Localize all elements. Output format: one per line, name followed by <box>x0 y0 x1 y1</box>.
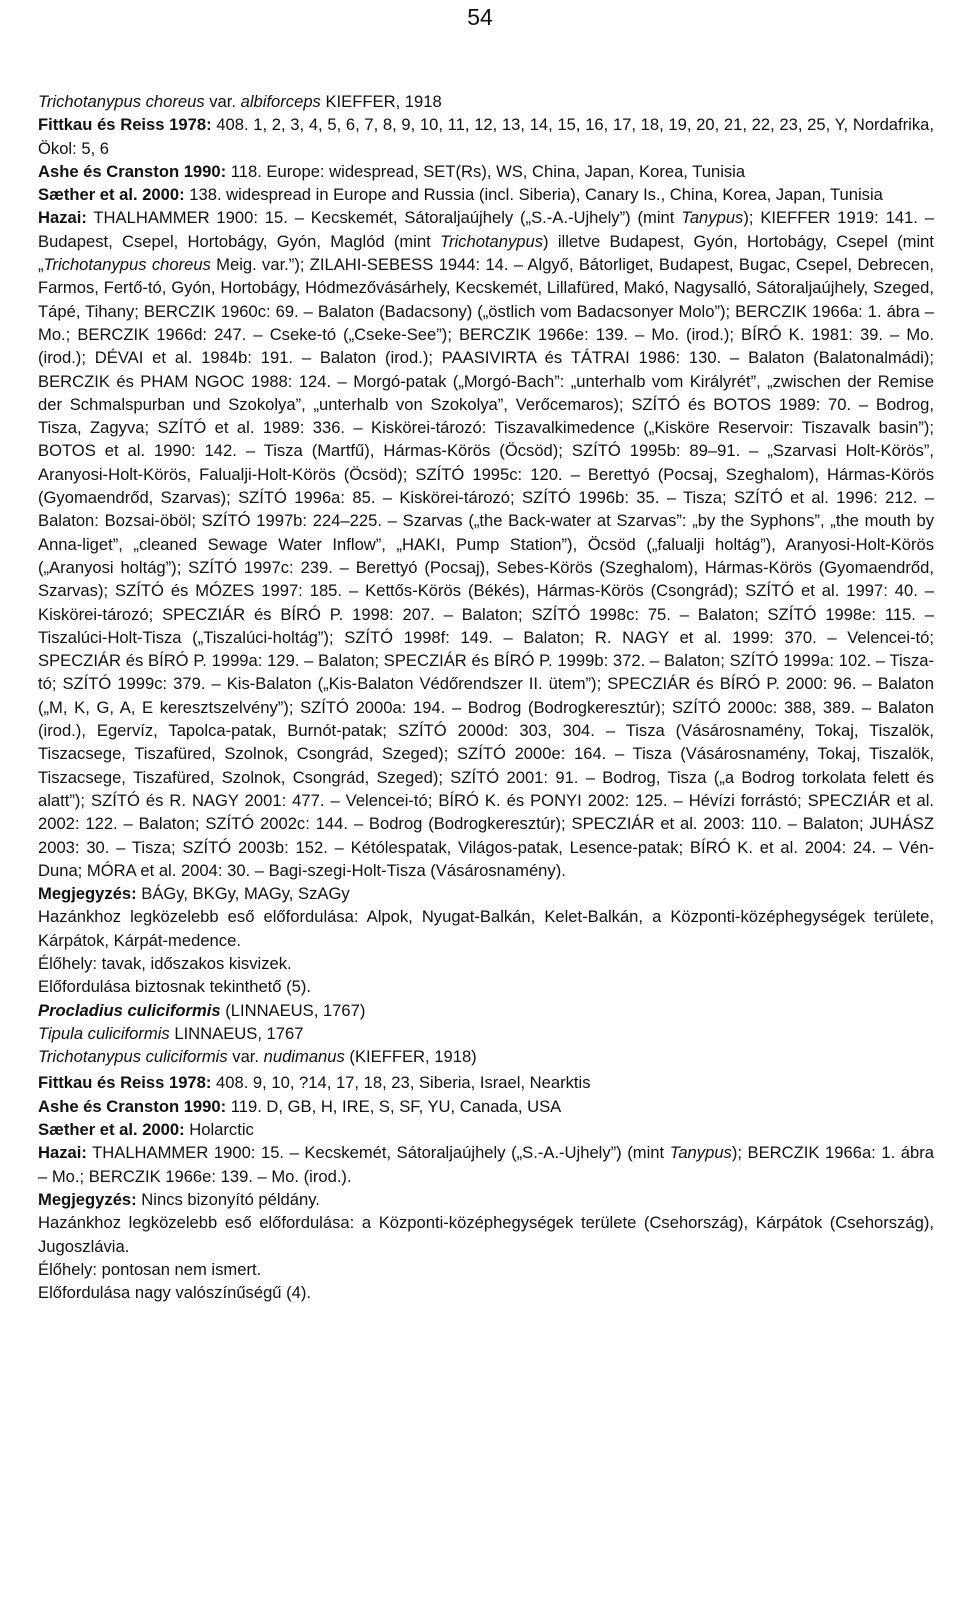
note-distribution-2: Hazánkhoz legközelebb eső előfordulása: a Központi-középhegységek területe (Csehország), Kárpátok (Csehország), Jugoszlávia. <box>38 1213 934 1256</box>
note-occurrence: Előfordulása biztosnak tekinthető (5). <box>38 977 312 997</box>
note-occurrence-2: Előfordulása nagy valószínűségű (4). <box>38 1283 312 1303</box>
fittkau-reiss-entry-2: Fittkau és Reiss 1978: 408. 9, 10, ?14, 17, 18, 23, Siberia, Israel, Nearktis <box>38 1073 591 1093</box>
species-heading: Procladius culiciformis (LINNAEUS, 1767) <box>38 1000 366 1020</box>
species-name: Procladius culiciformis <box>38 1000 221 1020</box>
page-content <box>38 90 934 1304</box>
note-habitat: Élőhely: tavak, időszakos kisvizek. <box>38 953 292 973</box>
taxon-name: Trichotanypus choreus <box>38 92 205 111</box>
taxon-heading: Trichotanypus choreus var. albiforceps KIEFFER, 1918 <box>38 92 442 111</box>
megjegyzes-entry: Megjegyzés: BÁGy, BKGy, MAGy, SzAGy <box>38 884 350 904</box>
note-habitat-2: Élőhely: pontosan nem ismert. <box>38 1259 262 1279</box>
note-distribution: Hazánkhoz legközelebb eső előfordulása: Alpok, Nyugat-Balkán, Kelet-Balkán, a Központi-középhegységek területe, Kárpátok, Kárpát-medence. <box>38 907 934 950</box>
saether-entry-2: Sæther et al. 2000: Holarctic <box>38 1120 254 1140</box>
ashe-cranston-entry: Ashe és Cranston 1990: 118. Europe: widespread, SET(Rs), WS, China, Japan, Korea, Tunisia <box>38 161 746 181</box>
hazai-entry-2: Hazai: THALHAMMER 1900: 15. – Kecskemét, Sátoraljaújhely („S.-A.-Ujhely”) (mint Tanypus); BERCZIK 1966a: 1. ábra – Mo.; BERCZIK 1966e: 139. – Mo. (irod.). <box>38 1143 934 1186</box>
page-number: 54 <box>467 4 493 30</box>
saether-entry: Sæther et al. 2000: 138. widespread in Europe and Russia (incl. Siberia), Canary Is., China, Korea, Japan, Tunisia <box>38 185 883 205</box>
megjegyzes-entry-2: Megjegyzés: Nincs bizonyító példány. <box>38 1189 320 1209</box>
ashe-cranston-entry-2: Ashe és Cranston 1990: 119. D, GB, H, IRE, S, SF, YU, Canada, USA <box>38 1096 562 1116</box>
synonym-1: Tipula culiciformis LINNAEUS, 1767 <box>38 1023 304 1043</box>
hazai-entry: Hazai: THALHAMMER 1900: 15. – Kecskemét, Sátoraljaújhely („S.-A.-Ujhely”) (mint Tanypus); KIEFFER 1919: 141. – Budapest, Csepel, Hortobágy, Gyón, Maglód (mint Trichotanypus) illetve Budapest, Gyón, Hortobágy, Csepel (mint „Trichotanypus choreus Meig. var.”); ZILAHI-SEBESS 1944: 14. – Algyő, Bátorliget, Budapest, Bugac, Csepel, Debrecen, Farmos, Fertő-tó, Gyón, Hortobágy, Hódmezővásárhely, Kecskemét, Lillafüred, Makó, Nagysalló, Sátoraljaújhely, Szeged, Tápé, Tihany; BERCZIK 1960c: 69. – Balaton (Badacsony) („östlich vom Badacsonyer Molo”); BERCZIK 1966a: 1. ábra – Mo.; BERCZIK 1966d: 247. – Cseke-tó („Cseke-See”); BERCZIK 1966e: 139. – Mo. (irod.); BÍRÓ K. 1981: 39. – Mo. (irod.); DÉVAI et al. 1984b: 191. – Balaton (irod.); PAASIVIRTA és TÁTRAI 1986: 130. – Balaton (Balatonalmádi); BERCZIK és PHAM NGOC 1988: 124. – Morgó-patak („Morgó-Bach”: „unterhalb vom Királyrét”, „zwischen der Remise der Schmalspurban und Szokolya”, „unterhalb von Szokolya”, Verőcemaros); SZÍTÓ és BOTOS 1989: 70. – Bodrog, Tisza, Zagyva; SZÍTÓ et al. 1989: 336. – Kiskörei-tározó: Tiszavalkimedence („Kisköre Reservoir: Tiszavalk basin”); BOTOS et al. 1990: 142. – Tisza (Martfű), Hármas-Körös (Öcsöd); SZÍTÓ 1995b: 89–91. – „Szarvasi Holt-Körös”, Aranyosi-Holt-Körös, Falualji-Holt-Körös (Öcsöd); SZÍTÓ 1995c: 120. – Berettyó (Pocsaj, Szeghalom), Hármas-Körös (Gyomaendrőd, Szarvas); SZÍTÓ 1996a: 85. – Kiskörei-tározó; SZÍTÓ 1996b: 35. – Tisza; SZÍTÓ et al. 1996: 212. – Balaton: Bozsai-öböl; SZÍTÓ 1997b: 224–225. – Szarvas („the Back-water at Szarvas”: „by the Syphons”, „the mouth by Anna-liget”, „cleaned Sewage Water Inflow”, „HAKI, Pump Station”), Öcsöd („falualji holtág”), Aranyosi-Holt-Körös („Aranyosi holtág”); SZÍTÓ 1997c: 239. – Berettyó (Pocsaj), Sebes-Körös (Szeghalom), Hármas-Körös (Gyomaendrőd, Szarvas); SZÍTÓ és MÓZES 1997: 185. – Kettős-Körös (Békés), Hármas-Körös (Csongrád); SZÍTÓ et al. 1997: 40. – Kiskörei-tározó; SPECZIÁR és BÍRÓ P. 1998: 207. – Balaton; SZÍTÓ 1998c: 75. – Balaton; SZÍTÓ 1998e: 115. – Tiszalúci-Holt-Tisza („Tiszalúci-holtág”); SZÍTÓ 1998f: 149. – Balaton; R. NAGY et al. 1999: 370. – Velencei-tó; SPECZIÁR és BÍRÓ P. 1999a: 129. – Balaton; SPECZIÁR és BÍRÓ P. 1999b: 372. – Balaton; SZÍTÓ 1999a: 102. – Tisza-tó; SZÍTÓ 1999c: 379. – Kis-Balaton („Kis-Balaton Védőrendszer II. ütem”); SPECZIÁR és BÍRÓ P. 2000: 96. – Balaton („M, K, G, A, E keresztszelvény”); SZÍTÓ 2000a: 194. – Bodrog (Bodrogkeresztúr); SZÍTÓ 2000c: 388, 389. – Balaton (irod.), Egervíz, Tapolca-patak, Burnót-patak; SZÍTÓ 2000d: 303, 304. – Tisza (Vásárosnamény, Tokaj, Tiszalök, Tiszacsege, Tiszafüred, Szolnok, Csongrád, Szeged); SZÍTÓ 2000e: 164. – Tisza (Vásárosnamény, Tokaj, Tiszalök, Tiszacsege, Tiszafüred, Szolnok, Csongrád, Szeged); SZÍTÓ 2001: 91. – Bodrog, Tisza („a Bodrog torkolata felett és alatt”); SZÍTÓ és R. NAGY 2001: 477. – Velencei-tó; BÍRÓ K. és PONYI 2002: 125. – Hévízi forrástó; SPECZIÁR et al. 2002: 122. – Balaton; SZÍTÓ 2002c: 144. – Bodrog (Bodrogkeresztúr); SPECZIÁR et al. 2003: 110. – Balaton; JUHÁSZ 2003: 30. – Tisza; SZÍTÓ 2003b: 152. – Kétólespatak, Világos-patak, Lesence-patak; BÍRÓ K. et al. 2004: 24. – Vén-Duna; MÓRA et al. 2004: 30. – Bagi-szegi-Holt-Tisza (Vásárosnamény). <box>38 208 934 880</box>
taxon-variety: albiforceps <box>240 92 321 111</box>
fittkau-reiss-entry: Fittkau és Reiss 1978: 408. 1, 2, 3, 4, 5, 6, 7, 8, 9, 10, 11, 12, 13, 14, 15, 16, 17, 18, 19, 20, 21, 22, 23, 25, Y, Nordafrika, Ökol: 5, 6 <box>38 115 934 158</box>
synonym-2: Trichotanypus culiciformis var. nudimanus (KIEFFER, 1918) <box>38 1047 477 1067</box>
